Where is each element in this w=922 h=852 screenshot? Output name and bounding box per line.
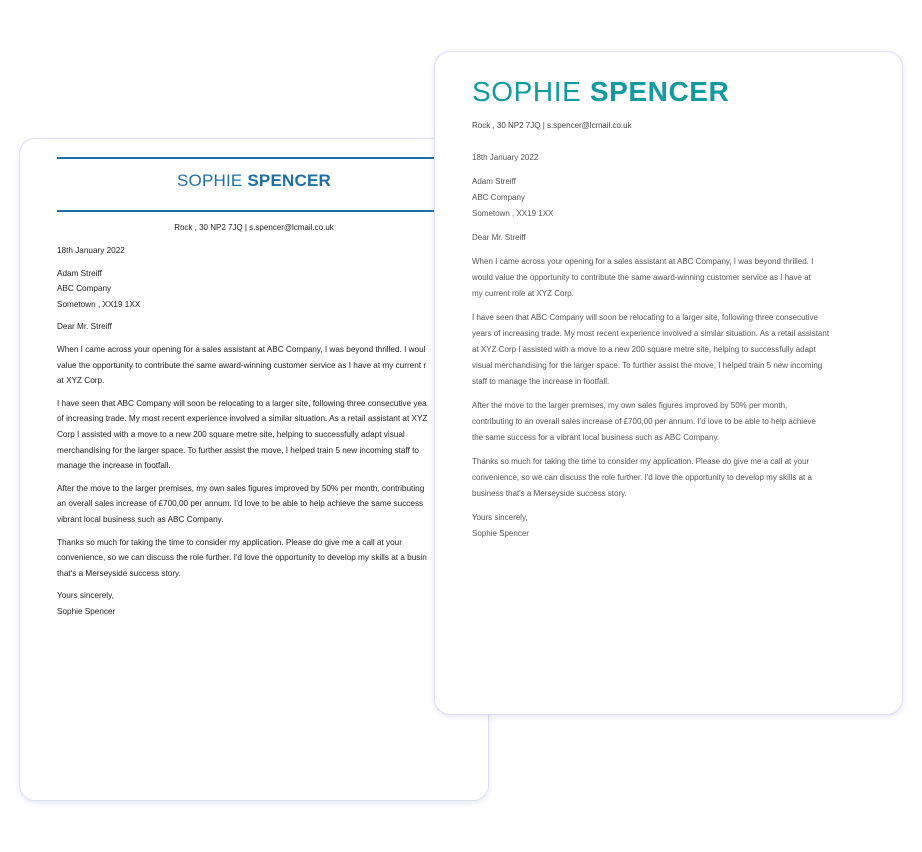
paragraph-4: Thanks so much for taking the time to consider my application. Please do give me a call at your convenience, so we can discuss the role further. I'd love the opportunity to develop my skills at a business that's a Merseyside success story. <box>472 457 812 498</box>
signature: Sophie Spencer <box>472 529 529 538</box>
recipient-name: Adam Streiff <box>57 268 102 278</box>
contact-line: Rock , 30 NP2 7JQ | s.spencer@lcmail.co.uk <box>174 223 334 232</box>
paragraph-4: Thanks so much for taking the time to consider my application. Please do give me a call at your convenience, so we can discuss the role further. I'd love the opportunity to develop my skills at a busin that's a Merseyside success story. <box>57 537 427 578</box>
sign-off <box>57 588 477 619</box>
recipient-company: ABC Company <box>472 193 525 202</box>
sign-off <box>472 510 892 542</box>
closing: Yours sincerely, <box>57 591 114 601</box>
recipient-company: ABC Company <box>57 284 112 294</box>
recipient-name: Adam Streiff <box>472 177 516 186</box>
salutation: Dear Mr. Streiff <box>472 233 526 242</box>
letter-body <box>472 150 892 542</box>
paragraph-3: After the move to the larger premises, my own sales figures improved by 50% per month, contributing an overall sales increase of £700,00 per annum. I'd love to be able to help achieve the same success vibrant local business such as ABC Company. <box>57 483 425 524</box>
letter-date: 18th January 2022 <box>472 153 539 162</box>
letter-date: 18th January 2022 <box>57 246 125 255</box>
recipient-address-block <box>57 266 477 313</box>
salutation: Dear Mr. Streiff <box>57 322 112 332</box>
recipient-address: Sometown , XX19 1XX <box>472 209 554 218</box>
letter-preview-modern <box>434 51 903 715</box>
applicant-name: SOPHIE SPENCER <box>177 171 331 190</box>
paragraph-1: When I came across your opening for a sales assistant at ABC Company, I was beyond thrilled. I woul value the opportunity to contribute the same award-winning customer service as I have at my current r at XYZ Corp. <box>57 344 427 386</box>
paragraph-3: After the move to the larger premises, my own sales figures improved by 50% per month, contributing to an overall sales increase of £700,00 per annum. I'd love to be able to help achieve the same success for a vibrant local business such as ABC Company. <box>472 401 816 442</box>
closing: Yours sincerely, <box>472 513 528 522</box>
letter-body <box>57 243 477 619</box>
header-bottom-rule <box>57 210 477 212</box>
paragraph-2: I have seen that ABC Company will soon be relocating to a larger site, following three consecutive yea of increasing trade. My most recent experience involved a similar situation. As a retail assistant at XYZ Corp I assisted with a move to a new 200 square metre site, helping to successfully adapt visual merchandising for the larger space. To further assist the move, I helped train 5 new incoming staff to manage the increase in footfall. <box>57 398 428 471</box>
signature: Sophie Spencer <box>57 606 116 616</box>
applicant-name: SOPHIE SPENCER <box>472 76 730 107</box>
paragraph-1: When I came across your opening for a sales assistant at ABC Company, I was beyond thrilled. I would value the opportunity to contribute the same award-winning customer service as I have at my current role at XYZ Corp. <box>472 257 814 298</box>
contact-line: Rock , 30 NP2 7JQ | s.spencer@lcmail.co.uk <box>472 121 632 130</box>
paragraph-2: I have seen that ABC Company will soon be relocating to a larger site, following three consecutive years of increasing trade. My most recent experience involved a similar situation. As a retail assistant at XYZ Corp I assisted with a move to a new 200 square metre site, helping to successfully adapt visual merchandising for the larger space. To further assist the move, I helped train 5 new incoming staff to manage the increase in footfall. <box>472 313 830 386</box>
letter-preview-classic <box>19 138 489 801</box>
recipient-address: Sometown , XX19 1XX <box>57 299 141 309</box>
header-top-rule <box>57 157 477 159</box>
recipient-address-block <box>472 174 892 222</box>
